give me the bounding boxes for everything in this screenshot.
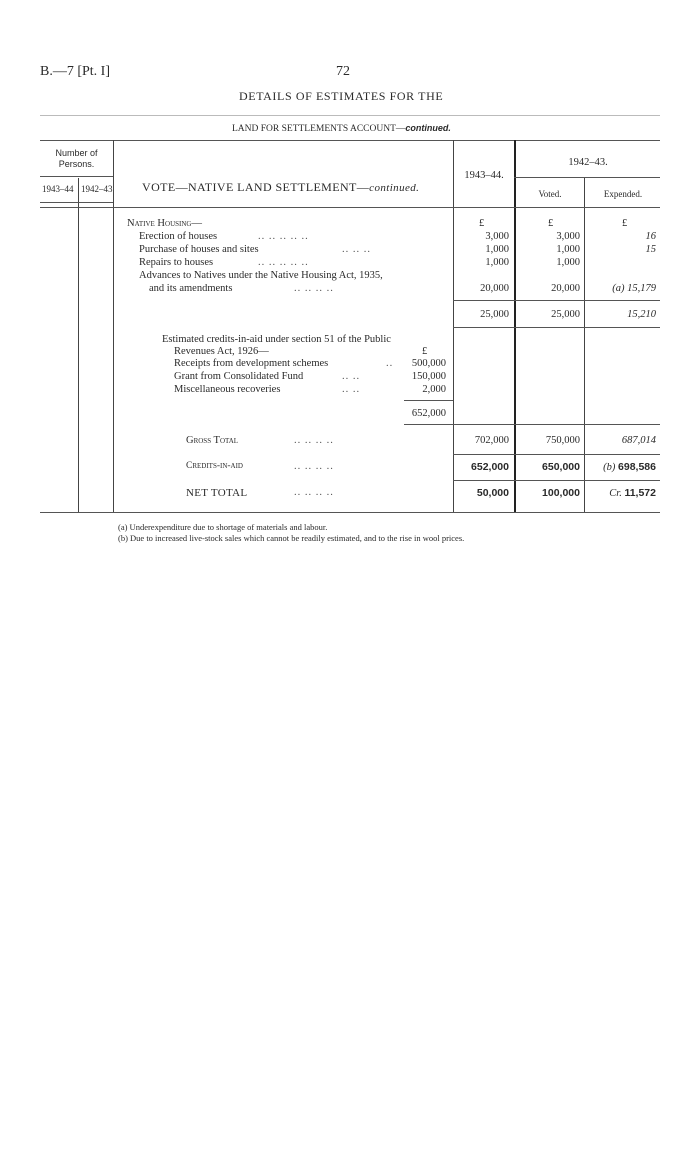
net-total-expended bbox=[586, 487, 656, 499]
estimate-left-rule bbox=[453, 140, 454, 512]
vote-title-italic: continued. bbox=[369, 182, 420, 194]
leader-dots: .. bbox=[386, 358, 394, 369]
leader-dots: .. .. .. .. bbox=[294, 435, 334, 446]
item-voted: 1,000 bbox=[556, 244, 580, 255]
item-expended: (a) 15,179 bbox=[612, 283, 656, 294]
credits-rule bbox=[404, 400, 453, 401]
leader-dots: .. .. .. .. bbox=[294, 487, 334, 498]
subtotal-bottom-rule bbox=[453, 327, 660, 328]
persons-col-1942: 1942–43 bbox=[81, 184, 113, 194]
credits-in-aid-expended bbox=[586, 461, 656, 473]
gross-total-estimate: 702,000 bbox=[474, 435, 509, 446]
item-voted: 20,000 bbox=[551, 283, 580, 294]
gross-total-label: Gross Total bbox=[186, 435, 239, 446]
footnote-a: (a) Underexpenditure due to shortage of materials and labour. bbox=[118, 522, 328, 532]
header-bottom-rule bbox=[40, 207, 660, 208]
currency-expended: £ bbox=[622, 218, 628, 229]
item-voted: 1,000 bbox=[556, 257, 580, 268]
col-header-expended: Expended. bbox=[603, 189, 643, 199]
page-number: 72 bbox=[336, 64, 350, 79]
credits-intro: Estimated credits-in-aid under section 51 of the Public bbox=[162, 334, 391, 345]
account-subtitle-italic: continued. bbox=[405, 123, 451, 133]
leader-dots: .. .. .. .. .. bbox=[258, 257, 309, 268]
leader-dots: .. .. .. .. .. bbox=[258, 231, 309, 242]
leader-dots: .. .. .. bbox=[342, 244, 371, 255]
credits-bottom-rule bbox=[453, 480, 660, 481]
item-label: Advances to Natives under the Native Housing Act, 1935, bbox=[139, 270, 383, 281]
credits-total: 652,000 bbox=[411, 408, 446, 419]
credits-in-aid-expended-value: 698,586 bbox=[618, 461, 656, 473]
item-expended: 16 bbox=[645, 231, 656, 242]
item-label: Purchase of houses and sites bbox=[139, 244, 259, 255]
currency-est: £ bbox=[479, 218, 485, 229]
item-estimate: 3,000 bbox=[485, 231, 509, 242]
credits-in-aid-estimate: 652,000 bbox=[471, 461, 509, 473]
leader-dots: .. .. bbox=[342, 371, 361, 382]
persons-header: Number of Persons. bbox=[55, 148, 98, 169]
footnote-b: (b) Due to increased live-stock sales which cannot be readily estimated, and to the rise in wool prices. bbox=[118, 533, 465, 543]
credit-label: Miscellaneous recoveries bbox=[174, 384, 281, 395]
credit-prefix: Cr. bbox=[609, 488, 622, 499]
persons-header-rule bbox=[40, 176, 113, 177]
item-expended: 15 bbox=[645, 244, 656, 255]
item-estimate: 20,000 bbox=[480, 283, 509, 294]
net-total-voted: 100,000 bbox=[542, 487, 580, 499]
subtotal-voted: 25,000 bbox=[551, 309, 580, 320]
gross-total-voted: 750,000 bbox=[545, 435, 580, 446]
subtotal-estimate: 25,000 bbox=[480, 309, 509, 320]
col-header-voted: Voted. bbox=[538, 189, 562, 199]
net-total-label: NET TOTAL bbox=[186, 487, 248, 499]
totals-rule bbox=[404, 424, 660, 425]
table-bottom-rule bbox=[40, 512, 660, 513]
credits-in-aid-label: Credits-in-aid bbox=[186, 461, 243, 471]
vote-title-main: VOTE—NATIVE LAND SETTLEMENT— bbox=[142, 180, 370, 194]
section-heading: Native Housing— bbox=[127, 218, 202, 229]
leader-dots: .. .. .. .. bbox=[294, 461, 334, 472]
item-estimate: 1,000 bbox=[485, 244, 509, 255]
net-total-estimate: 50,000 bbox=[476, 487, 509, 499]
persons-divider bbox=[78, 178, 79, 512]
table-top-rule bbox=[40, 140, 660, 141]
gross-total-expended: 687,014 bbox=[621, 435, 656, 446]
credits-intro-continued: Revenues Act, 1926— bbox=[174, 346, 269, 357]
gross-rule bbox=[453, 454, 660, 455]
credits-currency: £ bbox=[422, 346, 428, 357]
item-voted: 3,000 bbox=[556, 231, 580, 242]
item-estimate: 1,000 bbox=[485, 257, 509, 268]
credits-in-aid-voted: 650,000 bbox=[542, 461, 580, 473]
footnote-ref-b: (b) bbox=[603, 462, 616, 473]
col-header-1943: 1943–44. bbox=[464, 170, 504, 181]
page-title: DETAILS OF ESTIMATES FOR THE bbox=[239, 89, 444, 103]
item-label: Erection of houses bbox=[139, 231, 218, 242]
net-total-expended-value: 11,572 bbox=[624, 487, 656, 499]
currency-voted: £ bbox=[548, 218, 554, 229]
persons-right-rule bbox=[113, 140, 114, 512]
credit-label: Receipts from development schemes bbox=[174, 358, 329, 369]
subtotal-rule bbox=[453, 300, 660, 301]
credit-label: Grant from Consolidated Fund bbox=[174, 371, 304, 382]
subtotal-expended: 15,210 bbox=[627, 309, 656, 320]
item-label: Repairs to houses bbox=[139, 257, 214, 268]
persons-col-1943: 1943–44 bbox=[42, 184, 74, 194]
credit-amount: 150,000 bbox=[411, 371, 446, 382]
leader-dots: .. .. bbox=[342, 384, 361, 395]
item-label-continued: and its amendments bbox=[149, 283, 233, 294]
credit-amount: 500,000 bbox=[411, 358, 446, 369]
vote-title bbox=[142, 180, 419, 195]
year-header-rule bbox=[514, 177, 660, 178]
account-subtitle-main: LAND FOR SETTLEMENTS ACCOUNT— bbox=[232, 124, 406, 134]
account-subtitle bbox=[232, 123, 451, 134]
document-reference: B.—7 [Pt. I] bbox=[40, 64, 110, 79]
title-rule bbox=[40, 115, 660, 116]
col-header-1942: 1942–43. bbox=[568, 157, 608, 168]
leader-dots: .. .. .. .. bbox=[294, 283, 334, 294]
credit-amount: 2,000 bbox=[422, 384, 446, 395]
persons-subheader-rule bbox=[40, 202, 113, 203]
